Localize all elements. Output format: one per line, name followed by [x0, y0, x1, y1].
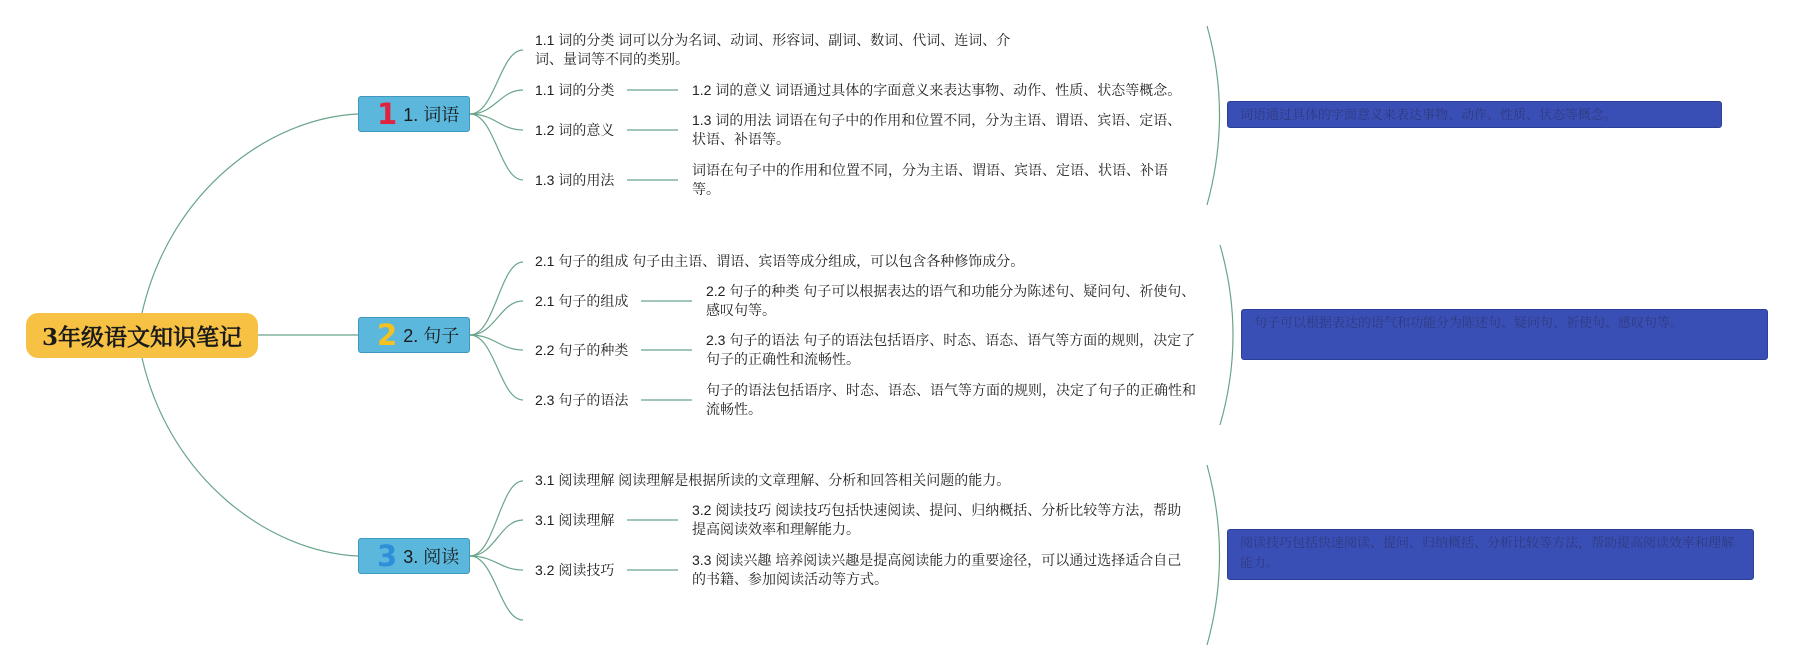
edge-t2-intro [470, 262, 523, 335]
edge-t3-intro [470, 481, 523, 556]
subtopic-label[interactable]: 2.1 句子的组成 [535, 293, 629, 309]
summary-bracket-2 [1220, 245, 1233, 425]
subtopic-detail[interactable]: 1.3 词的用法 词语在句子中的作用和位置不同，分为主语、谓语、宾语、定语、状语、补语等。 [692, 112, 1182, 147]
topic-words[interactable] [358, 96, 470, 132]
subtopic-detail[interactable]: 词语在句子中的作用和位置不同，分为主语、谓语、宾语、定语、状语、补语等。 [692, 162, 1168, 197]
edge-t3-a [470, 520, 523, 556]
subtopic-label[interactable]: 1.2 词的意义 [535, 122, 615, 138]
edge-t3-empty [470, 556, 523, 620]
topic-label: 2. 句子 [403, 326, 460, 346]
subtopic-detail[interactable]: 2.2 句子的种类 句子可以根据表达的语气和功能分为陈述句、疑问句、祈使句、感叹句等。 [706, 283, 1196, 318]
topic-reading[interactable] [358, 538, 470, 574]
summary-bracket-3 [1207, 465, 1220, 645]
subtopic-detail[interactable]: 3.2 阅读技巧 阅读技巧包括快速阅读、提问、归纳概括、分析比较等方法，帮助提高阅读效率和理解能力。 [692, 502, 1182, 537]
subtopic-detail[interactable]: 1.2 词的意义 词语通过具体的字面意义来表达事物、动作、性质、状态等概念。 [692, 82, 1182, 98]
summary-bracket-1 [1207, 26, 1220, 205]
edge-t2-a [470, 301, 523, 335]
number-marker-icon: 2 [377, 317, 398, 352]
subtopic-intro[interactable]: 1.1 词的分类 词可以分为名词、动词、形容词、副词、数词、代词、连词、介词、量词等不同的类别。 [535, 32, 1011, 67]
summary-box[interactable]: 句子可以根据表达的语气和功能分为陈述句、疑问句、祈使句、感叹句等。 [1241, 309, 1768, 360]
edge-t2-c [470, 335, 523, 400]
subtopic-label[interactable]: 1.3 词的用法 [535, 172, 615, 188]
number-marker-icon: 3 [377, 538, 398, 573]
topic-label: 3. 阅读 [403, 547, 460, 567]
edge-root-topic-3 [142, 358, 358, 556]
root-topic[interactable]: 3年级语文知识笔记 [26, 313, 258, 358]
subtopic-label[interactable]: 2.2 句子的种类 [535, 342, 629, 358]
subtopic-intro[interactable]: 2.1 句子的组成 句子由主语、谓语、宾语等成分组成，可以包含各种修饰成分。 [535, 253, 1025, 269]
edge-t1-c [470, 114, 523, 180]
subtopic-intro[interactable]: 3.1 阅读理解 阅读理解是根据所读的文章理解、分析和回答相关问题的能力。 [535, 472, 1011, 488]
subtopic-label[interactable]: 3.1 阅读理解 [535, 512, 615, 528]
edge-t1-a [470, 90, 523, 114]
summary-box[interactable]: 阅读技巧包括快速阅读、提问、归纳概括、分析比较等方法，帮助提高阅读效率和理解能力。 [1227, 529, 1754, 580]
subtopic-label[interactable]: 2.3 句子的语法 [535, 392, 629, 408]
subtopic-label[interactable]: 3.2 阅读技巧 [535, 562, 615, 578]
subtopic-detail[interactable]: 3.3 阅读兴趣 培养阅读兴趣是提高阅读能力的重要途径，可以通过选择适合自己的书籍、参加阅读活动等方式。 [692, 552, 1182, 587]
topic-label: 1. 词语 [403, 105, 460, 125]
edge-t1-intro [470, 50, 523, 114]
subtopic-detail[interactable]: 句子的语法包括语序、时态、语态、语气等方面的规则，决定了句子的正确性和流畅性。 [706, 382, 1196, 417]
number-marker-icon: 1 [377, 96, 398, 131]
summary-box[interactable]: 词语通过具体的字面意义来表达事物、动作、性质、状态等概念。 [1227, 101, 1722, 128]
topic-sentences[interactable] [358, 317, 470, 353]
subtopic-label[interactable]: 1.1 词的分类 [535, 82, 615, 98]
subtopic-detail[interactable]: 2.3 句子的语法 句子的语法包括语序、时态、语态、语气等方面的规则，决定了句子的正确性和流畅性。 [706, 332, 1196, 367]
edge-root-topic-1 [142, 114, 358, 313]
